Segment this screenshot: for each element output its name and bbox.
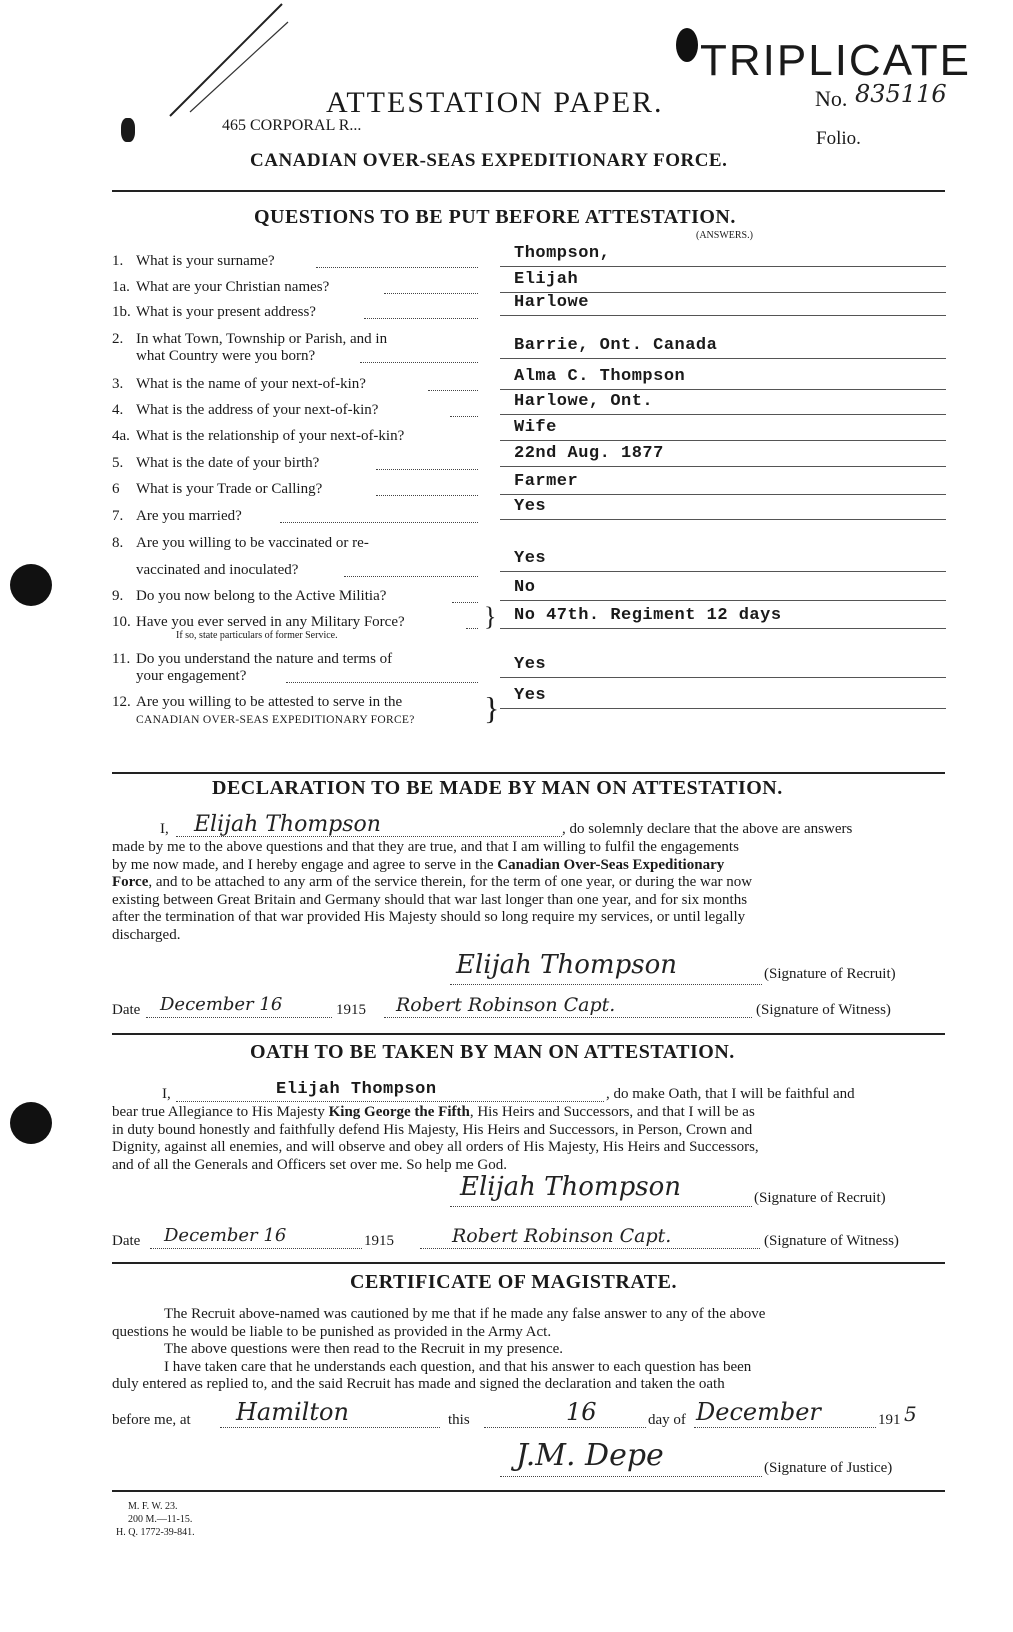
declaration-name-signature: Elijah Thompson (194, 812, 381, 837)
question-leader-dots (364, 318, 478, 319)
answer-line (500, 519, 946, 520)
certificate-year-suffix: 5 (904, 1402, 917, 1426)
certificate-heading: CERTIFICATE OF MAGISTRATE. (350, 1271, 677, 1293)
declaration-line4: Force, and to be attached to any arm of the service therein, for the term of one year, or during the war now (112, 874, 753, 890)
question-number: 5. (112, 455, 124, 471)
question-number: 8. (112, 535, 124, 551)
declaration-date-label: Date (112, 1002, 141, 1018)
triplicate-stamp: TRIPLICATE (700, 36, 972, 85)
question-text: Do you now belong to the Active Militia? (136, 588, 387, 604)
declaration-i: I, (160, 821, 169, 837)
question-leader-dots (384, 293, 478, 294)
questions-heading: QUESTIONS TO BE PUT BEFORE ATTESTATION. (254, 206, 736, 228)
question-text: What is your Trade or Calling? (136, 481, 323, 497)
certificate-line1: The Recruit above-named was cautioned by me that if he made any false answer to any of the above (164, 1306, 766, 1322)
question-text: In what Town, Township or Parish, and in (136, 331, 388, 347)
question-number: 12. (112, 694, 131, 710)
question-leader-dots (452, 602, 478, 603)
certificate-line5: duly entered as replied to, and the said Recruit has made and signed the declaration and taken the oath (112, 1376, 725, 1392)
question-text: your engagement? (136, 668, 247, 684)
answer-value: Alma C. Thompson (514, 367, 686, 386)
question-number: 6 (112, 481, 120, 497)
answer-value: Farmer (514, 472, 579, 491)
answer-value: Yes (514, 549, 547, 568)
certificate-justice-dots (500, 1476, 762, 1477)
declaration-recruit-signature: Elijah Thompson (456, 950, 677, 980)
declaration-witness-signature: Robert Robinson Capt. (396, 994, 616, 1016)
question-text: Do you understand the nature and terms of (136, 651, 393, 667)
oath-line2: bear true Allegiance to His Majesty King George the Fifth, His Heirs and Successors, and that I will be as (112, 1104, 755, 1120)
folio-label: Folio. (816, 128, 861, 149)
certificate-place-dots (220, 1427, 440, 1428)
declaration-end-rule (112, 1033, 945, 1035)
serial-number-value: 835116 (855, 80, 947, 108)
certificate-month: December (696, 1398, 821, 1426)
question-number: 10. (112, 614, 131, 630)
certificate-end-rule (112, 1490, 945, 1492)
certificate-day-dots (484, 1427, 646, 1428)
answer-value: Thompson, (514, 244, 611, 263)
question-number: 2. (112, 331, 124, 347)
question-leader-dots (360, 362, 478, 363)
question-leader-dots (428, 390, 478, 391)
certificate-place: Hamilton (236, 1398, 349, 1426)
answer-value: Elijah (514, 270, 579, 289)
certificate-day-of: day of (648, 1412, 686, 1428)
question-text: What is the name of your next-of-kin? (136, 376, 366, 392)
answer-line (500, 466, 946, 467)
answers-label: (ANSWERS.) (696, 230, 753, 241)
oath-date-dots (150, 1248, 362, 1249)
question-text: CANADIAN OVER-SEAS EXPEDITIONARY FORCE? (136, 714, 415, 726)
answer-value: Yes (514, 655, 547, 674)
answer-line (500, 440, 946, 441)
question-text: Are you married? (136, 508, 242, 524)
declaration-line6: after the termination of that war provided His Majesty should so long require my services, or until legally (112, 909, 746, 925)
oath-recruit-dots (450, 1206, 752, 1207)
question-text: What is your present address? (136, 304, 316, 320)
oath-witness-signature: Robert Robinson Capt. (452, 1225, 672, 1247)
force-subtitle: CANADIAN OVER-SEAS EXPEDITIONARY FORCE. (250, 150, 728, 171)
certificate-day: 16 (566, 1398, 597, 1426)
question-leader-dots (344, 576, 478, 577)
question-12-brace: } (484, 690, 500, 726)
answer-value: 22nd Aug. 1877 (514, 444, 664, 463)
declaration-recruit-label: (Signature of Recruit) (764, 966, 896, 982)
oath-witness-dots (420, 1248, 760, 1249)
answer-value: Yes (514, 497, 547, 516)
certificate-line4: I have taken care that he understands each question, and that his answer to each question has been (164, 1358, 752, 1375)
oath-line3: in duty bound honestly and faithfully defend His Majesty, His Heirs and Successors, in Person, Crown and (112, 1121, 753, 1138)
oath-heading: OATH TO BE TAKEN BY MAN ON ATTESTATION. (250, 1041, 735, 1063)
question-leader-dots (280, 522, 478, 523)
question-number: 1. (112, 253, 124, 269)
question-text: Are you willing to be attested to serve in the (136, 694, 403, 710)
oath-year: 1915 (364, 1233, 394, 1249)
question-leader-dots (376, 495, 478, 496)
answer-line (500, 494, 946, 495)
answer-line (500, 358, 946, 359)
certificate-body (112, 1306, 945, 1394)
declaration-heading: DECLARATION TO BE MADE BY MAN ON ATTESTATION. (212, 777, 783, 799)
question-number: 11. (112, 651, 131, 667)
answer-line (500, 266, 946, 267)
declaration-line3: by me now made, and I hereby engage and agree to serve in the Canadian Over-Seas Expeditionary (112, 856, 725, 873)
question-text: What is the address of your next-of-kin? (136, 402, 379, 418)
question-number: 9. (112, 588, 124, 604)
oath-line1-rest: , do make Oath, that I will be faithful and (606, 1086, 855, 1102)
oath-date-value: December 16 (164, 1225, 287, 1246)
declaration-line2: made by me to the above questions and that they are true, and that I am willing to fulfil the engagements (112, 839, 739, 855)
question-leader-dots (316, 267, 478, 268)
oath-recruit-signature: Elijah Thompson (460, 1172, 681, 1202)
certificate-this: this (448, 1412, 470, 1428)
form-code: M. F. W. 23. 200 M.—11-15. H. Q. 1772-39-841. (116, 1501, 195, 1538)
question-leader-dots (286, 682, 478, 683)
punch-hole-bottom (10, 1102, 52, 1144)
answer-line (500, 708, 946, 709)
question-number: 3. (112, 376, 124, 392)
question-text: vaccinated and inoculated? (136, 562, 299, 578)
header-rule (112, 190, 945, 192)
declaration-line7: discharged. (112, 926, 181, 943)
oath-end-rule (112, 1262, 945, 1264)
certificate-line2: questions he would be liable to be punished as provided in the Army Act. (112, 1323, 552, 1340)
answer-value: Harlowe, Ont. (514, 392, 654, 411)
question-subtext: If so, state particulars of former Service. (176, 630, 338, 641)
question-text: Are you willing to be vaccinated or re- (136, 535, 369, 551)
question-number: 1b. (112, 304, 131, 320)
declaration-name-dots (176, 836, 562, 837)
certificate-before-me: before me, at (112, 1412, 191, 1428)
declaration-date-value: December 16 (160, 994, 283, 1015)
oath-line4: Dignity, against all enemies, and will observe and obey all orders of His Majesty, His Heirs and Successors, (112, 1139, 759, 1155)
question-number: 1a. (112, 279, 130, 295)
question-text: What is the date of your birth? (136, 455, 320, 471)
oath-i: I, (162, 1086, 171, 1102)
question-text: what Country were you born? (136, 348, 316, 364)
answer-line (500, 414, 946, 415)
document-title: ATTESTATION PAPER. (326, 86, 664, 119)
oath-name-typed: Elijah Thompson (276, 1080, 437, 1099)
answer-line (500, 315, 946, 316)
answer-line (500, 677, 946, 678)
certificate-justice-signature: J.M. Depe (516, 1438, 664, 1473)
question-number: 4a. (112, 428, 130, 444)
answer-value: Wife (514, 418, 557, 437)
question-number: 4. (112, 402, 124, 418)
question-text: What is the relationship of your next-of-kin? (136, 428, 405, 444)
declaration-witness-label: (Signature of Witness) (756, 1002, 891, 1018)
certificate-year-prefix: 191 (878, 1412, 901, 1428)
certificate-line3: The above questions were then read to the Recruit in my presence. (164, 1341, 564, 1357)
serial-number-label: No. (815, 86, 848, 111)
question-leader-dots (376, 469, 478, 470)
punch-hole-top (10, 564, 52, 606)
answer-value: No (514, 578, 536, 597)
questions-end-rule (112, 772, 945, 774)
certificate-justice-label: (Signature of Justice) (764, 1460, 893, 1476)
question-text: Have you ever served in any Military Force? (136, 614, 405, 630)
question-number: 7. (112, 508, 124, 524)
answer-value: Yes (514, 686, 547, 705)
question-10-brace: } (484, 602, 497, 631)
certificate-month-dots (694, 1427, 876, 1428)
question-text: What are your Christian names? (136, 279, 330, 295)
oath-body (112, 1104, 945, 1174)
declaration-recruit-dots (450, 984, 762, 985)
oath-witness-label: (Signature of Witness) (764, 1233, 899, 1249)
answer-line (500, 600, 946, 601)
stamp-faded: 465 CORPORAL R... (222, 117, 362, 134)
question-text: What is your surname? (136, 253, 275, 269)
declaration-line1-rest: , do solemnly declare that the above are answers (562, 821, 853, 837)
oath-date-label: Date (112, 1233, 141, 1249)
answer-value: Harlowe (514, 293, 589, 312)
answer-value: No 47th. Regiment 12 days (514, 606, 782, 625)
declaration-witness-dots (384, 1017, 752, 1018)
declaration-year: 1915 (336, 1002, 366, 1018)
oath-name-dots (176, 1101, 604, 1102)
answer-line (500, 571, 946, 572)
question-leader-dots (466, 628, 478, 629)
oath-recruit-label: (Signature of Recruit) (754, 1190, 886, 1206)
declaration-line5: existing between Great Britain and Germany should that war last longer than one year, and for six months (112, 891, 748, 908)
answer-line (500, 389, 946, 390)
oath-line5: and of all the Generals and Officers set over me. So help me God. (112, 1156, 508, 1173)
answer-value: Barrie, Ont. Canada (514, 336, 718, 355)
answer-line (500, 628, 946, 629)
question-leader-dots (450, 416, 478, 417)
declaration-body (112, 839, 945, 944)
declaration-date-dots (146, 1017, 332, 1018)
